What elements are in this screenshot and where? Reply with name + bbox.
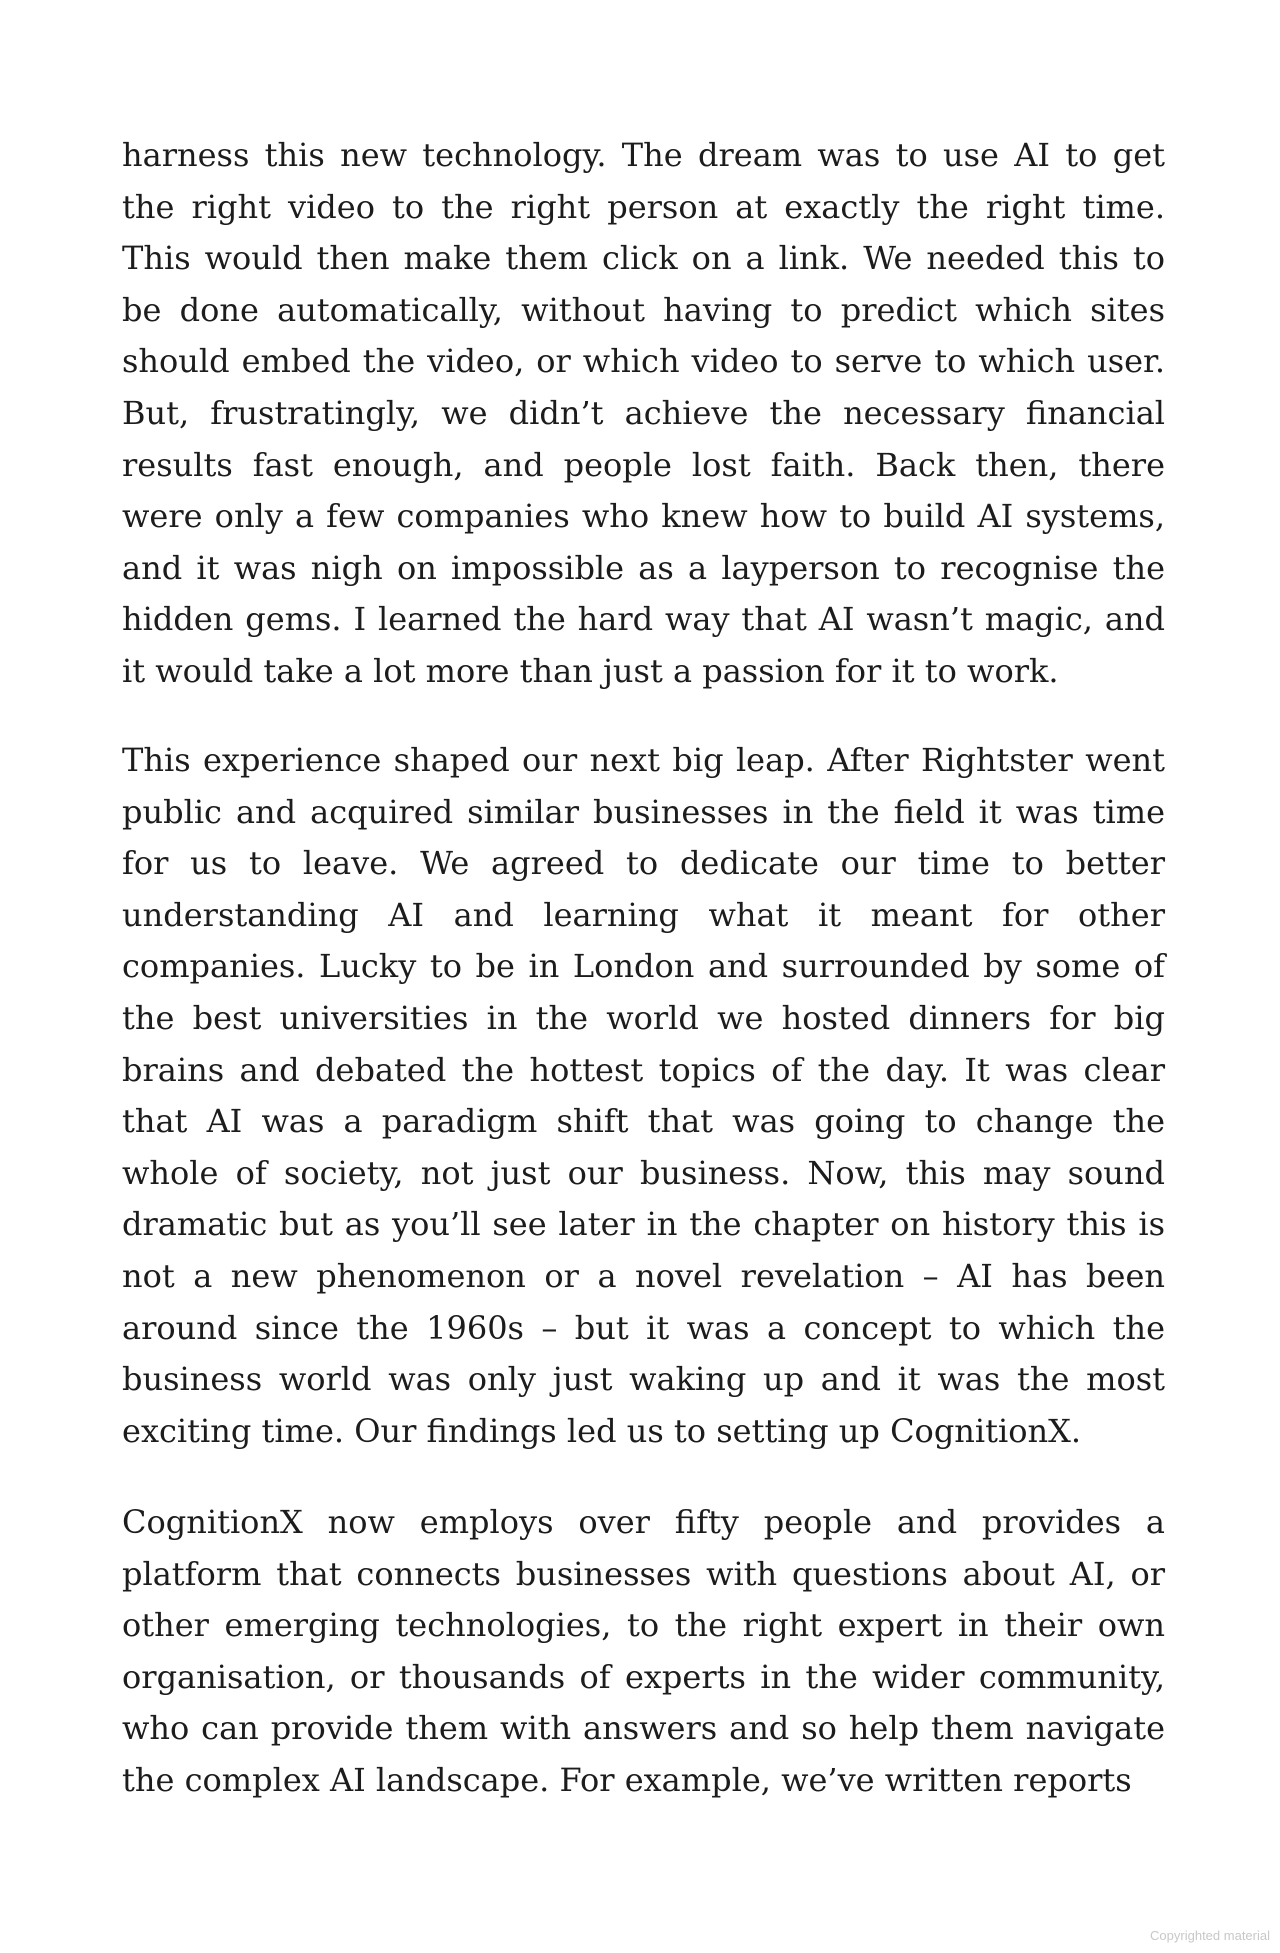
body-paragraph-2: This experience shaped our next big leap. After Rightster went public and acquired similar businesses in the field it was time for us to leave. We agreed to dedicate our time to better understanding AI and learning what it meant for other companies. Lucky to be in London and surrounded by some of the best universities in the world we hosted dinners for big brains and debated the hottest topics of the day. It was clear that AI was a paradigm shift that was going to change the whole of society, not just our business. Now, this may sound dramatic but as you’ll see later in the chapter on history this is not a new phenomenon or a novel revelation – AI has been around since the 1960s – but it was a concept to which the business world was only just waking up and it was the most exciting time. Our findings led us to setting up CognitionX. (122, 741, 1165, 1450)
body-paragraph-1: harness this new technology. The dream was to use AI to get the right video to the right person at exactly the right time. This would then make them click on a link. We needed this to be done automatically, without having to predict which sites should embed the video, or which video to serve to which user. But, frustratingly, we didn’t achieve the necessary financial results fast enough, and people lost faith. Back then, there were only a few companies who knew how to build AI systems, and it was nigh on impossible as a layperson to recognise the hidden gems. I learned the hard way that AI wasn’t magic, and it would take a lot more than just a passion for it to work. (122, 136, 1165, 690)
body-paragraph-3: CognitionX now employs over fifty people and provides a platform that connects businesses with questions about AI, or other emerging technologies, to the right expert in their own organisation, or thousands of experts in the wider community, who can provide them with answers and so help them navigate the complex AI landscape. For example, we’ve written reports (122, 1503, 1165, 1799)
copyright-watermark: Copyrighted material (1150, 1928, 1270, 1943)
